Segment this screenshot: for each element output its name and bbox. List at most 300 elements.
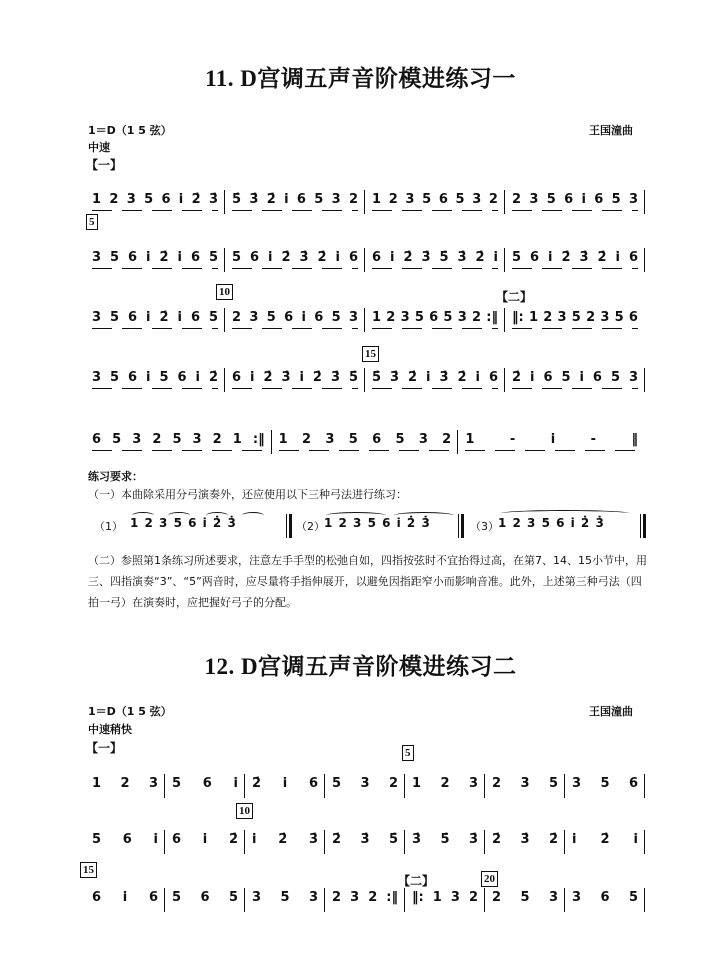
jianpu-note: 2̇	[475, 250, 485, 265]
jianpu-note: i	[178, 192, 184, 207]
jianpu-note: 3	[92, 250, 102, 265]
jianpu-note: 6	[296, 192, 306, 207]
barline	[324, 830, 325, 854]
jianpu-note: 2	[543, 310, 553, 325]
jianpu-note: 6	[348, 250, 358, 265]
jianpu-note: 6	[488, 370, 498, 385]
jianpu-note: 3	[308, 890, 318, 905]
measure-notes	[252, 832, 318, 847]
jianpu-note: ‖:	[412, 890, 424, 905]
jianpu-note: i	[572, 832, 577, 847]
jianpu-note: 2̇	[403, 250, 413, 265]
jianpu-note: 1	[465, 432, 475, 447]
jianpu-note: 6	[128, 370, 138, 385]
jianpu-note: 6	[190, 250, 200, 265]
jianpu-note: 2	[152, 432, 162, 447]
jianpu-note: 3	[360, 776, 370, 791]
jianpu-note: 3	[457, 310, 467, 325]
measure-notes	[372, 370, 498, 385]
jianpu-note: 2̇	[561, 250, 571, 265]
jianpu-note: 5	[332, 776, 342, 791]
jianpu-note: 2	[302, 432, 312, 447]
jianpu-note: 2	[388, 776, 398, 791]
jianpu-note: 2̇	[548, 832, 558, 847]
score-measure	[459, 412, 646, 454]
jianpu-note: 5	[443, 310, 453, 325]
jianpu-note: 2	[471, 310, 482, 325]
jianpu-note: 3	[572, 890, 582, 905]
barline	[224, 190, 225, 214]
barline	[484, 888, 485, 912]
jianpu-note: 2̇	[208, 370, 218, 385]
jianpu-note: i	[615, 250, 620, 265]
beam-underline	[465, 450, 638, 451]
jianpu-note: 3̇	[390, 370, 400, 385]
slur	[326, 512, 386, 519]
score-measure	[326, 812, 406, 854]
beam-underline	[512, 268, 638, 269]
jianpu-note: 6	[161, 192, 171, 207]
jianpu-note: 5	[314, 192, 324, 207]
jianpu-note: 2	[368, 890, 378, 905]
jianpu-note: 2	[442, 432, 452, 447]
slur	[132, 512, 154, 519]
jianpu-note: 2̇	[278, 832, 288, 847]
jianpu-note: 6	[128, 250, 138, 265]
jianpu-note: -	[590, 432, 597, 447]
beam-underline	[372, 388, 498, 389]
jianpu-note: 5	[159, 370, 169, 385]
barline	[244, 888, 245, 912]
bowing-3-notes: 1 2 3 5 6 i 2̇ 3̇	[498, 516, 605, 530]
measure-notes	[332, 832, 398, 847]
jianpu-note: ‖	[631, 432, 638, 447]
score-measure	[366, 172, 506, 214]
jianpu-note: 5̇	[440, 832, 450, 847]
jianpu-note: 5	[280, 890, 290, 905]
piece2-tempo: 中速稍快	[88, 723, 132, 736]
jianpu-note: 2	[109, 192, 119, 207]
jianpu-note: -	[509, 432, 516, 447]
score-measure	[246, 870, 326, 912]
beam-underline	[372, 210, 498, 211]
jianpu-note: 5	[611, 192, 621, 207]
jianpu-note: 2̇	[600, 832, 610, 847]
barline	[164, 830, 165, 854]
jianpu-note: 5	[110, 250, 120, 265]
jianpu-note: 3	[348, 310, 358, 325]
beam-underline	[92, 268, 218, 269]
score-measure	[486, 870, 566, 912]
score-measure	[86, 230, 226, 272]
barline	[164, 888, 165, 912]
score-measure	[86, 290, 226, 332]
jianpu-note: 2	[232, 310, 242, 325]
jianpu-note: 1	[278, 432, 288, 447]
jianpu-note: 3	[400, 310, 410, 325]
jianpu-note: 5	[395, 432, 405, 447]
jianpu-note: 5̇	[439, 250, 449, 265]
barline	[644, 774, 645, 798]
beam-underline	[232, 388, 358, 389]
jianpu-note: 2̇	[191, 192, 201, 207]
barline	[484, 830, 485, 854]
jianpu-note: i	[493, 250, 498, 265]
score-measure	[366, 350, 506, 392]
barline	[364, 308, 365, 332]
jianpu-note: 5	[172, 776, 182, 791]
jianpu-note: i	[146, 370, 151, 385]
jianpu-note: i	[282, 776, 288, 791]
jianpu-note: 2	[586, 310, 596, 325]
jianpu-note: 6	[284, 310, 294, 325]
score-measure	[406, 812, 486, 854]
jianpu-note: 2	[348, 192, 358, 207]
jianpu-note: 2̇	[228, 832, 238, 847]
jianpu-note: i	[475, 370, 480, 385]
score-measure	[86, 812, 166, 854]
barline	[224, 368, 225, 392]
jianpu-note: 3	[520, 776, 530, 791]
jianpu-note: 5	[520, 890, 530, 905]
jianpu-note: 5	[546, 192, 556, 207]
jianpu-note: 2̇	[159, 310, 169, 325]
jianpu-note: i	[579, 370, 584, 385]
jianpu-note: 6	[148, 890, 158, 905]
barline	[644, 830, 645, 854]
jianpu-note: i	[250, 370, 255, 385]
score-row	[86, 812, 646, 854]
jianpu-note: 2	[512, 192, 522, 207]
jianpu-note: i	[153, 832, 158, 847]
jianpu-note: 6	[250, 250, 260, 265]
score-measure	[166, 870, 246, 912]
score-row	[86, 412, 646, 454]
score-row	[86, 230, 646, 272]
jianpu-note: 1	[92, 192, 102, 207]
jianpu-note: 3	[557, 310, 567, 325]
score-measure	[273, 412, 460, 454]
barline	[644, 368, 645, 392]
measure-number-box: 20	[481, 871, 498, 887]
barline	[324, 774, 325, 798]
double-barline	[640, 514, 646, 538]
jianpu-note: i	[195, 370, 200, 385]
jianpu-note: 5	[266, 310, 276, 325]
jianpu-note: 3̇	[330, 370, 340, 385]
jianpu-note: 5	[228, 890, 238, 905]
barline	[404, 888, 405, 912]
jianpu-note: 3̇	[579, 250, 589, 265]
jianpu-note: i	[252, 832, 257, 847]
measure-notes	[372, 192, 498, 207]
score-measure	[326, 870, 406, 912]
jianpu-note: 5	[571, 310, 581, 325]
jianpu-note: 6	[438, 192, 448, 207]
measure-notes	[492, 890, 558, 905]
score-measure	[366, 290, 506, 332]
score-measure	[246, 812, 326, 854]
jianpu-note: 1	[432, 890, 442, 905]
jianpu-note: 6	[543, 370, 553, 385]
jianpu-note: 5̇	[372, 370, 382, 385]
measure-notes	[572, 890, 638, 905]
score-measure	[566, 756, 646, 798]
jianpu-note: 3	[450, 890, 460, 905]
jianpu-note: 5	[172, 432, 182, 447]
jianpu-note: 3	[252, 890, 262, 905]
jianpu-note: 3	[529, 192, 539, 207]
measure-notes	[412, 832, 478, 847]
measure-number-box: 5	[402, 745, 414, 761]
barline	[564, 774, 565, 798]
piece1-title: 11. D宫调五声音阶模进练习一	[205, 66, 516, 91]
barline	[364, 190, 365, 214]
jianpu-note: 6	[172, 832, 182, 847]
measure-notes	[279, 432, 452, 447]
jianpu-note: 3̇	[468, 832, 478, 847]
measure-number-box: 15	[362, 346, 379, 362]
measure-notes	[372, 250, 498, 265]
jianpu-note: i	[268, 250, 273, 265]
jianpu-note: 6	[232, 370, 242, 385]
jianpu-note: i	[426, 370, 431, 385]
jianpu-note: 5̇	[388, 832, 398, 847]
beam-underline	[92, 328, 218, 329]
jianpu-note: i	[548, 250, 553, 265]
jianpu-note: 3̇	[439, 370, 449, 385]
jianpu-note: 3̇	[457, 250, 467, 265]
score-measure	[86, 756, 166, 798]
slur	[500, 510, 630, 517]
barline	[271, 430, 272, 454]
score-measure	[166, 756, 246, 798]
jianpu-note: 5	[110, 310, 120, 325]
jianpu-note: 3	[405, 192, 415, 207]
barline	[644, 190, 645, 214]
score-row	[86, 870, 646, 912]
requirements-title: 练习要求：	[88, 470, 143, 483]
jianpu-note: 1	[412, 776, 422, 791]
jianpu-note: 6	[190, 310, 200, 325]
jianpu-note: 6	[600, 890, 610, 905]
score-measure	[86, 350, 226, 392]
jianpu-note: 3	[132, 432, 142, 447]
slur	[394, 512, 454, 519]
jianpu-note: 1	[372, 192, 382, 207]
score-measure	[366, 230, 506, 272]
barline	[457, 430, 458, 454]
beam-underline	[512, 388, 638, 389]
jianpu-note: 2	[440, 776, 450, 791]
jianpu-note: 5	[628, 890, 638, 905]
barline	[644, 248, 645, 272]
jianpu-note: i	[177, 250, 182, 265]
jianpu-note: 3̇	[360, 832, 370, 847]
jianpu-note: 3̇	[249, 192, 259, 207]
jianpu-note: 3	[600, 310, 610, 325]
measure-notes	[412, 776, 478, 791]
beam-underline	[232, 210, 358, 211]
measure-notes	[172, 776, 238, 791]
jianpu-note: 5	[112, 432, 122, 447]
bowing-2-notes: 1 2 3 5 6 i 2̇ 3̇	[324, 516, 431, 530]
jianpu-note: 3̇	[421, 250, 431, 265]
measure-notes	[332, 776, 398, 791]
bowing-3-label: （3）	[470, 520, 499, 533]
barline	[504, 308, 505, 332]
jianpu-note: 2	[468, 890, 478, 905]
jianpu-note: 3	[468, 776, 478, 791]
jianpu-note: 2̇	[512, 370, 522, 385]
section-2-label: 【二】	[398, 874, 435, 888]
jianpu-note: 3	[331, 192, 341, 207]
jianpu-note: i	[233, 776, 238, 791]
jianpu-note: 2̇	[266, 192, 276, 207]
barline	[244, 830, 245, 854]
barline	[224, 308, 225, 332]
jianpu-note: 5	[144, 192, 154, 207]
measure-notes	[92, 432, 265, 447]
jianpu-note: 2	[120, 776, 130, 791]
jianpu-note: 3	[92, 310, 102, 325]
jianpu-note: 2	[212, 432, 222, 447]
jianpu-note: 5	[172, 890, 182, 905]
jianpu-note: 2̇	[408, 370, 418, 385]
jianpu-note: i	[335, 250, 340, 265]
measure-notes	[332, 890, 398, 905]
beam-underline	[372, 268, 498, 269]
requirement-1: （一）本曲除采用分弓演奏外，还应使用以下三种弓法进行练习：	[88, 488, 407, 501]
barline	[564, 888, 565, 912]
score-measure	[506, 350, 646, 392]
measure-notes	[92, 776, 158, 791]
jianpu-note: 5	[512, 250, 522, 265]
score-measure	[506, 172, 646, 214]
barline	[644, 888, 645, 912]
jianpu-note: i	[122, 890, 128, 905]
jianpu-note: i	[299, 370, 304, 385]
jianpu-note: 6	[530, 250, 540, 265]
barline	[364, 248, 365, 272]
score-measure	[506, 230, 646, 272]
measure-notes	[232, 192, 358, 207]
jianpu-note: :‖	[386, 890, 398, 905]
score-measure	[226, 290, 366, 332]
jianpu-note: 3	[548, 890, 558, 905]
measure-notes	[232, 310, 358, 325]
jianpu-note: 2	[388, 192, 398, 207]
jianpu-note: 5	[110, 370, 120, 385]
piece2-section-1: 【一】	[86, 741, 123, 755]
piece2-composer: 王国潼曲	[589, 705, 633, 718]
measure-notes	[465, 432, 638, 447]
jianpu-note: i	[202, 832, 208, 847]
measure-notes	[372, 310, 498, 325]
jianpu-note: 2̇	[597, 250, 607, 265]
jianpu-note: 6	[308, 776, 318, 791]
beam-underline	[92, 450, 265, 451]
jianpu-note: ‖:	[512, 310, 524, 325]
jianpu-note: 3̇	[520, 832, 530, 847]
jianpu-note: 2	[488, 192, 498, 207]
jianpu-note: 6	[92, 890, 102, 905]
score-measure	[326, 756, 406, 798]
measure-notes	[92, 370, 218, 385]
measure-notes	[172, 832, 238, 847]
score-measure	[246, 756, 326, 798]
jianpu-note: 5	[232, 250, 242, 265]
jianpu-note: 3	[572, 776, 582, 791]
jianpu-note: 5	[548, 776, 558, 791]
jianpu-note: 1	[528, 310, 538, 325]
jianpu-note: 6	[628, 776, 638, 791]
measure-number-box: 10	[216, 284, 233, 300]
jianpu-note: i	[633, 832, 638, 847]
score-measure	[166, 812, 246, 854]
bowing-1-notes: 1 2 3 5 6 i 2̇ 3̇	[130, 516, 237, 530]
jianpu-note: 6	[429, 310, 439, 325]
measure-notes	[232, 370, 358, 385]
piece1-section-1: 【一】	[86, 158, 123, 172]
jianpu-note: 3	[126, 192, 136, 207]
jianpu-note: 5	[331, 310, 341, 325]
beam-underline	[279, 450, 452, 451]
jianpu-note: 5	[561, 370, 571, 385]
jianpu-note: 2̇	[263, 370, 273, 385]
jianpu-note: 2̇	[159, 250, 169, 265]
jianpu-note: 2̇	[252, 776, 262, 791]
measure-notes	[92, 832, 158, 847]
jianpu-note: 3	[192, 432, 202, 447]
jianpu-note: i	[146, 250, 151, 265]
score-row	[86, 290, 646, 332]
jianpu-note: 3	[249, 310, 259, 325]
jianpu-note: 3̇	[281, 370, 291, 385]
score-row	[86, 172, 646, 214]
jianpu-note: 3	[628, 370, 638, 385]
jianpu-note: 3̇	[412, 832, 422, 847]
jianpu-note: 3̇	[308, 832, 318, 847]
measure-notes	[572, 776, 638, 791]
beam-underline	[92, 388, 218, 389]
measure-number-box: 15	[80, 862, 97, 878]
barline	[244, 774, 245, 798]
jianpu-note: 2̇	[312, 370, 322, 385]
jianpu-note: 2̇	[492, 832, 502, 847]
barline	[484, 774, 485, 798]
measure-notes	[492, 776, 558, 791]
barline	[364, 368, 365, 392]
jianpu-note: 6	[592, 370, 602, 385]
beam-underline	[232, 268, 358, 269]
jianpu-note: 6	[594, 192, 604, 207]
barline	[504, 190, 505, 214]
score-measure	[486, 756, 566, 798]
jianpu-note: 6	[628, 250, 638, 265]
jianpu-note: i	[530, 370, 535, 385]
jianpu-note: i	[301, 310, 306, 325]
measure-notes	[572, 832, 638, 847]
jianpu-note: i	[284, 192, 289, 207]
jianpu-note: i	[177, 310, 182, 325]
beam-underline	[512, 328, 638, 329]
jianpu-note: 2	[492, 776, 502, 791]
beam-underline	[92, 210, 218, 211]
measure-notes	[92, 192, 218, 207]
jianpu-note: 5	[92, 832, 102, 847]
score-measure	[406, 756, 486, 798]
